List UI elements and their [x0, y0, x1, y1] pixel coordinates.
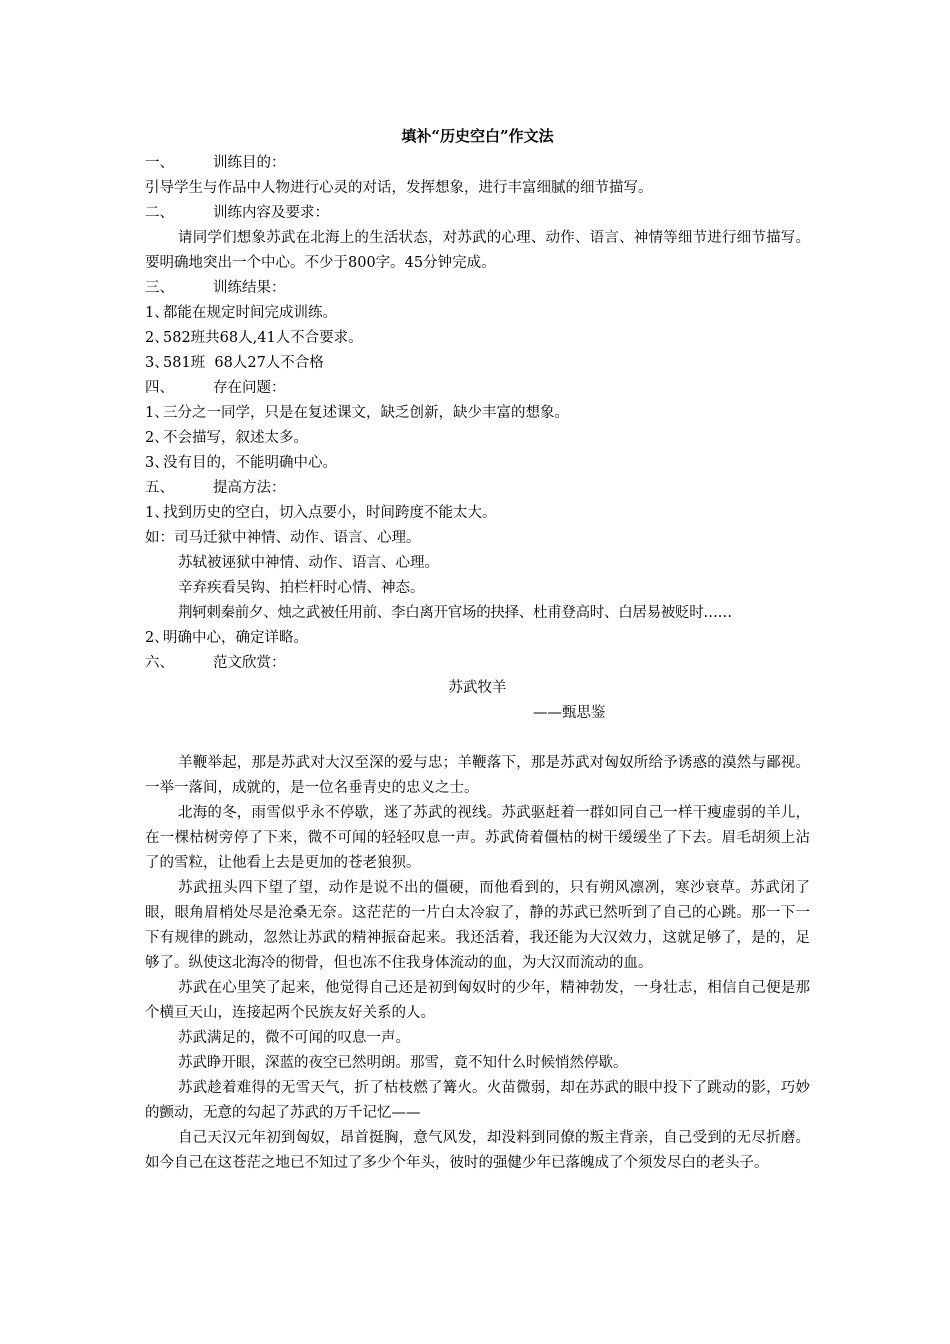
- item-number: 3、: [145, 355, 169, 371]
- example-line: 苏轼被诬狱中神情、动作、语言、心理。: [178, 555, 439, 571]
- section-label: 训练结果：: [213, 280, 286, 296]
- essay-paragraph: 苏武趁着难得的无雪天气，折了枯枝燃了篝火。火苗微弱，却在苏武的眼中投下了跳动的影，巧妙的颤动，无意的勾起了苏武的万千记忆——: [145, 1080, 810, 1121]
- requirement-text: 请同学们想象苏武在北海上的生活状态，对苏武的心理、动作、语言、神情等细节进行细节描写。要明确地突出一个中心。不少于800字。45分钟完成。: [145, 230, 810, 271]
- section-heading: [145, 476, 810, 501]
- essay-paragraph: 羊鞭举起，那是苏武对大汉至深的爱与忠；羊鞭落下，那是苏武对匈奴所给予诱惑的漠然与鄙视。一举一落间，成就的，是一位名垂青史的忠义之士。: [145, 755, 810, 796]
- essay-paragraph: 苏武扭头四下望了望，动作是说不出的僵硬，而他看到的，只有朔风凛冽，寒沙衰草。苏武闭了眼，眼角眉梢处尽是沧桑无奈。这茫茫的一片白太冷寂了，静的苏武已然听到了自己的心跳。那一下一下有规律的跳动，忽然让苏武的精神振奋起来。我还活着，我还能为大汉效力，这就足够了，是的，足够了。纵使这北海冷的彻骨，但也冻不住我身体流动的血，为大汉而流动的血。: [145, 880, 810, 971]
- essay-paragraph: 苏武在心里笑了起来，他觉得自己还是初到匈奴时的少年，精神勃发，一身壮志，相信自己便是那个横亘天山，连接起两个民族友好关系的人。: [145, 980, 810, 1021]
- item-number: 1、: [145, 405, 169, 421]
- list-item: [145, 626, 810, 651]
- item-number: 2、: [145, 330, 169, 346]
- item-text: 都能在规定时间完成训练。: [163, 305, 337, 321]
- section-number: 四、: [145, 380, 174, 396]
- item-number: 2、: [145, 430, 169, 446]
- section-number: 三、: [145, 280, 174, 296]
- purpose-text: 引导学生与作品中人物进行心灵的对话，发挥想象，进行丰富细腻的细节描写。: [145, 180, 653, 196]
- section-number: 一、: [145, 155, 174, 171]
- section-heading: [145, 376, 810, 401]
- essay-paragraph: 自己天汉元年初到匈奴，昂首挺胸，意气风发，却没料到同僚的叛主背亲，自己受到的无尽折磨。如今自己在这苍茫之地已不知过了多少个年头，彼时的强健少年已落魄成了个须发尽白的老头子。: [145, 1130, 810, 1171]
- section-label: 存在问题：: [213, 380, 286, 396]
- essay-author: ——甄思鉴: [533, 705, 606, 721]
- item-text: 三分之一同学，只是在复述课文，缺乏创新，缺少丰富的想象。: [163, 405, 569, 421]
- document-title: 填补“历史空白”作文法: [401, 127, 554, 145]
- list-item: [145, 351, 810, 376]
- item-text: 没有目的，不能明确中心。: [163, 455, 337, 471]
- item-text: 明确中心，确定详略。: [163, 630, 308, 646]
- section-heading: [145, 201, 810, 226]
- section-label: 训练目的：: [213, 155, 286, 171]
- document-page: [145, 124, 810, 1176]
- blank-line: [145, 726, 810, 751]
- example-line: 辛弃疾看吴钩、拍栏杆时心情、神态。: [178, 580, 425, 596]
- example-line: 荆轲刺秦前夕、烛之武被任用前、李白离开官场的抉择、杜甫登高时、白居易被贬时……: [178, 605, 732, 621]
- item-number: 3、: [145, 455, 169, 471]
- section-heading: [145, 276, 810, 301]
- item-text: 581班 68人27人不合格: [163, 355, 324, 371]
- list-item: [145, 401, 810, 426]
- list-item: [145, 301, 810, 326]
- essay-paragraph: 苏武睁开眼，深蓝的夜空已然明朗。那雪，竟不知什么时候悄然停歇。: [178, 1055, 628, 1071]
- list-item: [145, 451, 810, 476]
- section-label: 提高方法：: [213, 480, 286, 496]
- item-text: 582班共68人,41人不合要求。: [163, 330, 363, 346]
- section-heading: [145, 651, 810, 676]
- list-item: [145, 501, 810, 526]
- item-text: 找到历史的空白，切入点要小，时间跨度不能太大。: [163, 505, 497, 521]
- section-number: 五、: [145, 480, 174, 496]
- item-number: 1、: [145, 505, 169, 521]
- item-number: 2、: [145, 630, 169, 646]
- item-text: 不会描写，叙述太多。: [163, 430, 308, 446]
- list-item: [145, 326, 810, 351]
- section-number: 六、: [145, 655, 174, 671]
- essay-paragraph: 北海的冬，雨雪似乎永不停歇，迷了苏武的视线。苏武驱赶着一群如同自己一样干瘦虚弱的羊儿，在一棵枯树旁停了下来，微不可闻的轻轻叹息一声。苏武倚着僵枯的树干缓缓坐了下去。眉毛胡须上沾了的雪粒，让他看上去是更加的苍老狼狈。: [145, 805, 810, 871]
- list-item: [145, 426, 810, 451]
- section-label: 范文欣赏：: [213, 655, 286, 671]
- section-heading: [145, 151, 810, 176]
- item-number: 1、: [145, 305, 169, 321]
- section-label: 训练内容及要求：: [213, 205, 329, 221]
- section-number: 二、: [145, 205, 174, 221]
- example-line: 如：司马迁狱中神情、动作、语言、心理。: [145, 530, 421, 546]
- essay-title: 苏武牧羊: [448, 680, 507, 696]
- essay-paragraph: 苏武满足的，微不可闻的叹息一声。: [178, 1030, 410, 1046]
